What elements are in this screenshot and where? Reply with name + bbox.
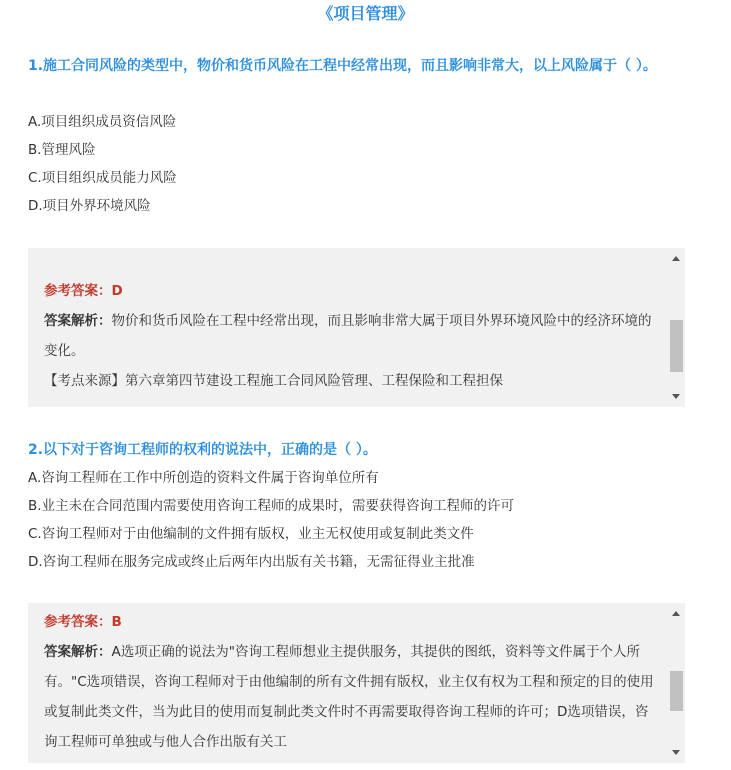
- page-title: 《项目管理》: [317, 4, 414, 23]
- question-2-analysis-label: 答案解析：: [44, 644, 112, 660]
- question-1-answer-value: D: [111, 283, 123, 299]
- question-1-analysis: [44, 306, 656, 366]
- question-1-option-c: C.项目组织成员能力风险: [28, 170, 177, 186]
- question-2-scrollbar[interactable]: [668, 603, 685, 763]
- question-2-answer-content: [44, 607, 656, 757]
- triangle-up-icon[interactable]: [672, 611, 680, 616]
- question-2-option-b: B.业主未在合同范围内需要使用咨询工程师的成果时，需要获得咨询工程师的许可: [28, 498, 515, 514]
- question-2-option-d: D.咨询工程师在服务完成或终止后两年内出版有关书籍，无需征得业主批准: [28, 554, 475, 570]
- triangle-up-icon[interactable]: [672, 256, 680, 261]
- triangle-down-icon[interactable]: [672, 394, 680, 399]
- triangle-down-icon[interactable]: [672, 750, 680, 755]
- question-2-answer-line: [44, 607, 656, 637]
- question-2-answer-value: B: [111, 614, 122, 630]
- question-1-scroll-thumb[interactable]: [670, 320, 683, 372]
- question-2-answer-panel[interactable]: [28, 603, 685, 763]
- question-1-source: 【考点来源】第六章第四节建设工程施工合同风险管理、工程保险和工程担保: [44, 373, 503, 389]
- question-1-answer-line: [44, 276, 656, 306]
- question-1-answer-content: [44, 276, 656, 396]
- question-2-scroll-thumb[interactable]: [670, 671, 683, 711]
- question-1-stem: 1.施工合同风险的类型中，物价和货币风险在工程中经常出现，而且影响非常大，以上风险属于（ ）。: [28, 58, 657, 74]
- question-1-analysis-text: 物价和货币风险在工程中经常出现，而且影响非常大属于项目外界环境风险中的经济环境的变化。: [44, 313, 652, 359]
- question-1-answer-panel[interactable]: [28, 248, 685, 407]
- question-2-analysis: [44, 637, 656, 757]
- question-2-answer-label: 参考答案：: [44, 614, 112, 630]
- question-1-answer-label: 参考答案：: [44, 283, 112, 299]
- question-1-analysis-label: 答案解析：: [44, 313, 112, 329]
- question-2-stem: 2.以下对于咨询工程师的权利的说法中，正确的是（ ）。: [28, 442, 377, 458]
- question-2-option-c: C.咨询工程师对于由他编制的文件拥有版权，业主无权使用或复制此类文件: [28, 526, 474, 542]
- question-1-scrollbar[interactable]: [668, 248, 685, 407]
- question-2-option-a: A.咨询工程师在工作中所创造的资料文件属于咨询单位所有: [28, 470, 379, 486]
- question-1-option-d: D.项目外界环境风险: [28, 198, 151, 214]
- question-1-option-a: A.项目组织成员资信风险: [28, 114, 177, 130]
- question-1-option-b: B.管理风险: [28, 142, 96, 158]
- question-2-analysis-text: A选项正确的说法为"咨询工程师想业主提供服务，其提供的图纸，资料等文件属于个人所有。"C选项错误，咨询工程师对于由他编制的所有文件拥有版权，业主仅有权为工程和预定的目的使用或复制此类文件，当为此目的使用而复制此类文件时不再需要取得咨询工程师的许可；D选项错误，咨询工程师可单独或与他人合作出版有关工: [44, 644, 654, 750]
